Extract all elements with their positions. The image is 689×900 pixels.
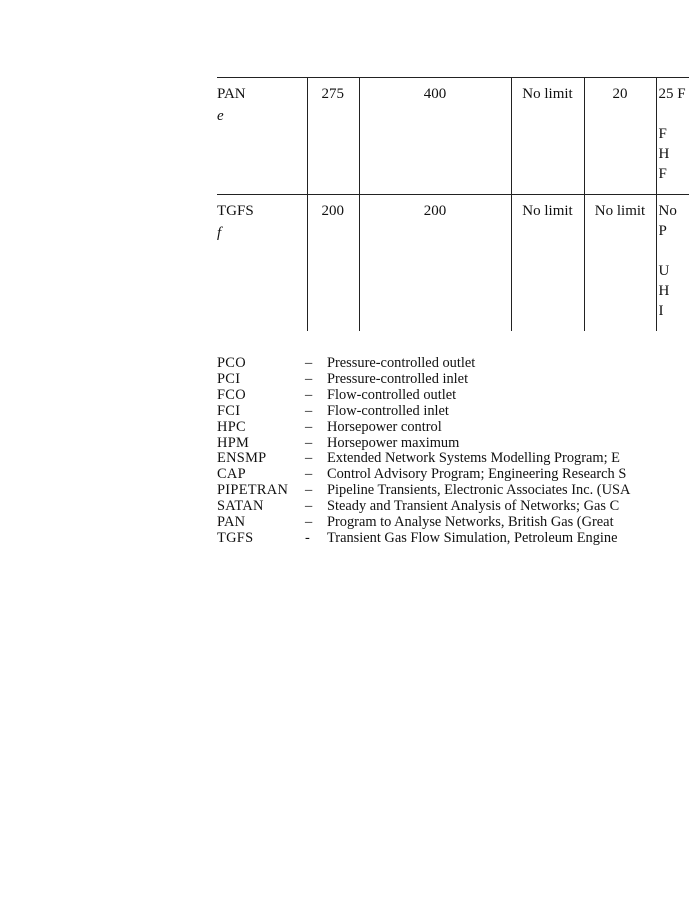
note-spacer bbox=[659, 104, 689, 124]
legend-item bbox=[217, 483, 689, 499]
legend-dash: – bbox=[305, 370, 313, 387]
legend-dash: – bbox=[305, 466, 313, 483]
legend-item bbox=[217, 404, 689, 420]
program-name-cell bbox=[217, 195, 307, 332]
note-line: P bbox=[658, 223, 667, 239]
legend-dash: – bbox=[305, 402, 313, 419]
legend-dash: – bbox=[305, 386, 313, 403]
legend-abbreviation: CAP bbox=[217, 466, 246, 483]
note-line: F bbox=[658, 126, 667, 142]
legend-definition: Steady and Transient Analysis of Networks; Gas C bbox=[327, 498, 620, 515]
legend-abbreviation: PAN bbox=[217, 514, 246, 531]
program-footnote: e bbox=[217, 108, 224, 124]
legend-definition: Control Advisory Program; Engineering Research S bbox=[327, 466, 627, 483]
table-row bbox=[217, 195, 689, 332]
legend-dash: – bbox=[305, 450, 313, 467]
value-cell: No limit bbox=[511, 78, 584, 195]
note-line: U bbox=[658, 263, 670, 279]
legend-dash: – bbox=[305, 482, 313, 499]
legend-dash: – bbox=[305, 434, 313, 451]
legend-definition: Extended Network Systems Modelling Program; E bbox=[327, 450, 620, 467]
legend-definition: Flow-controlled inlet bbox=[327, 402, 449, 419]
legend-item bbox=[217, 499, 689, 515]
note-line: H bbox=[658, 146, 670, 162]
note-line: I bbox=[658, 303, 664, 319]
value-cell: No limit bbox=[584, 195, 656, 332]
program-comparison-table bbox=[217, 77, 689, 360]
legend-item bbox=[217, 420, 689, 436]
program-name-cell bbox=[217, 78, 307, 195]
legend-abbreviation: ENSMP bbox=[217, 450, 267, 467]
legend-dash: - bbox=[305, 529, 310, 546]
legend-item bbox=[217, 436, 689, 452]
value-cell: 20 bbox=[584, 78, 656, 195]
legend-definition: Horsepower maximum bbox=[327, 434, 460, 451]
legend-abbreviation: HPM bbox=[217, 434, 250, 451]
table-row bbox=[217, 78, 689, 195]
note-spacer bbox=[659, 241, 689, 261]
note-line: No bbox=[658, 203, 677, 219]
legend-abbreviation: FCO bbox=[217, 386, 246, 403]
legend-item bbox=[217, 356, 689, 372]
legend-abbreviation: PCI bbox=[217, 370, 241, 387]
legend-item bbox=[217, 451, 689, 467]
legend-abbreviation: FCI bbox=[217, 402, 241, 419]
value-cell: 400 bbox=[359, 78, 511, 195]
value-cell: 275 bbox=[307, 78, 359, 195]
value-cell: 200 bbox=[307, 195, 359, 332]
legend-abbreviation: HPC bbox=[217, 418, 246, 435]
program-name: PAN bbox=[217, 86, 246, 102]
legend-definition: Pressure-controlled inlet bbox=[327, 370, 469, 387]
value-cell: 200 bbox=[359, 195, 511, 332]
notes-cell bbox=[656, 78, 689, 195]
legend-definition: Pipeline Transients, Electronic Associates Inc. (USA bbox=[327, 482, 631, 499]
legend-item bbox=[217, 467, 689, 483]
legend-item bbox=[217, 372, 689, 388]
legend-dash: – bbox=[305, 356, 313, 371]
legend-definition: Horsepower control bbox=[327, 418, 442, 435]
legend-item bbox=[217, 515, 689, 531]
value-cell: No limit bbox=[511, 195, 584, 332]
legend-definition: Flow-controlled outlet bbox=[327, 386, 457, 403]
legend-definition: Program to Analyse Networks, British Gas (Great bbox=[327, 514, 614, 531]
note-line: 25 F bbox=[658, 86, 686, 102]
legend-definition: Pressure-controlled outlet bbox=[327, 356, 476, 371]
program-footnote: f bbox=[217, 225, 222, 241]
legend-abbreviation: SATAN bbox=[217, 498, 264, 515]
note-line: F bbox=[658, 166, 667, 182]
legend-abbreviation: PCO bbox=[217, 356, 246, 371]
legend-item bbox=[217, 388, 689, 404]
program-name: TGFS bbox=[217, 203, 254, 219]
legend-dash: – bbox=[305, 418, 313, 435]
legend-abbreviation: PIPETRAN bbox=[217, 482, 289, 499]
legend-abbreviation: TGFS bbox=[217, 529, 254, 546]
legend-dash: – bbox=[305, 498, 313, 515]
legend-item bbox=[217, 531, 689, 547]
program-table bbox=[217, 77, 689, 331]
legend-definition: Transient Gas Flow Simulation, Petroleum Engine bbox=[327, 529, 618, 546]
abbreviation-legend bbox=[217, 356, 689, 547]
legend-dash: – bbox=[305, 514, 313, 531]
notes-cell bbox=[656, 195, 689, 332]
note-line: H bbox=[658, 283, 670, 299]
